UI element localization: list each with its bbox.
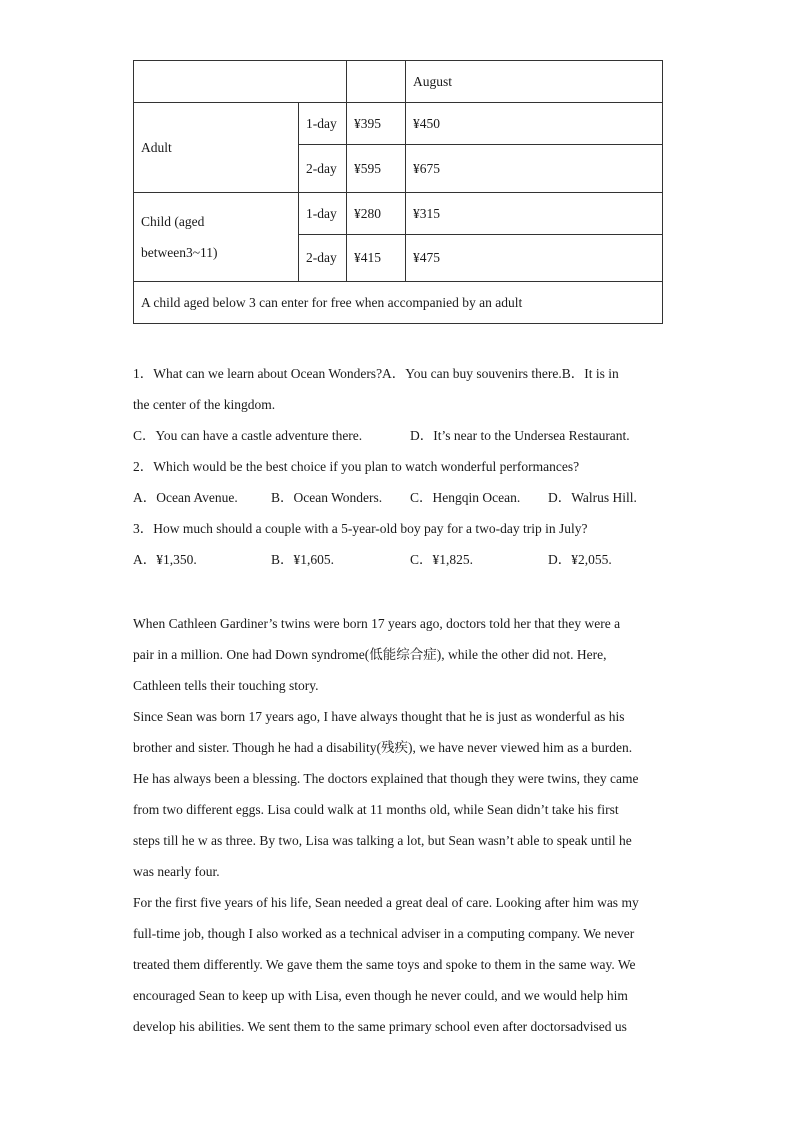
option-d: D．¥2,055. (548, 552, 612, 567)
passage-line: full-time job, though I also worked as a technical adviser in a computing company. We never (133, 926, 635, 941)
header-cell-period (347, 61, 406, 103)
option-c: C．You can have a castle adventure there. (133, 428, 363, 443)
questions-section (133, 358, 673, 575)
option-d: D．Walrus Hill. (548, 490, 637, 505)
price-cell: ¥395 (347, 103, 406, 145)
price-cell-august: ¥315 (406, 193, 663, 235)
table-row (134, 103, 663, 145)
child-label-line1: Child (aged (141, 214, 205, 229)
adult-label-cell: Adult (134, 103, 299, 193)
passage-line: Since Sean was born 17 years ago, I have always thought that he is just as wonderful as his (133, 709, 625, 724)
passage-line: encouraged Sean to keep up with Lisa, even though he never could, and we would help him (133, 988, 628, 1003)
option-b: B．¥1,605. (271, 552, 335, 567)
duration-cell: 2-day (299, 145, 347, 193)
question-2: 2．Which would be the best choice if you plan to watch wonderful performances? (133, 459, 580, 474)
passage-line: For the first five years of his life, Sean needed a great deal of care. Looking after him was my (133, 895, 639, 910)
child-label-cell (134, 193, 299, 282)
header-cell-empty (134, 61, 347, 103)
table-header-row (134, 61, 663, 103)
free-entry-note: A child aged below 3 can enter for free when accompanied by an adult (134, 282, 663, 324)
price-cell-august: ¥450 (406, 103, 663, 145)
option-c: C．¥1,825. (410, 552, 474, 567)
reading-passage (133, 608, 673, 1042)
passage-line: He has always been a blessing. The doctors explained that though they were twins, they came (133, 771, 639, 786)
passage-line: from two different eggs. Lisa could walk at 11 months old, while Sean didn’t take his first (133, 802, 619, 817)
price-cell-august: ¥475 (406, 235, 663, 282)
table-row (134, 193, 663, 235)
question-1-options-cd (133, 420, 673, 451)
passage-line: Cathleen tells their touching story. (133, 678, 319, 693)
duration-cell: 2-day (299, 235, 347, 282)
question-3: 3．How much should a couple with a 5-year-old boy pay for a two-day trip in July? (133, 521, 588, 536)
question-2-options (133, 482, 673, 513)
passage-line: was nearly four. (133, 864, 220, 879)
price-cell-august: ¥675 (406, 145, 663, 193)
passage-line: steps till he w as three. By two, Lisa was talking a lot, but Sean wasn’t able to speak until he (133, 833, 632, 848)
question-1: 1．What can we learn about Ocean Wonders?A．You can buy souvenirs there.B．It is in (133, 366, 619, 381)
price-cell: ¥415 (347, 235, 406, 282)
duration-cell: 1-day (299, 193, 347, 235)
passage-line: develop his abilities. We sent them to the same primary school even after doctorsadvised us (133, 1019, 627, 1034)
passage-line: treated them differently. We gave them the same toys and spoke to them in the same way. We (133, 957, 636, 972)
passage-line: brother and sister. Though he had a disability(残疾), we have never viewed him as a burden. (133, 740, 633, 755)
price-cell: ¥280 (347, 193, 406, 235)
ticket-price-table (133, 60, 663, 324)
table-note-row (134, 282, 663, 324)
child-label-line2: between3~11) (141, 245, 218, 260)
option-a: A．¥1,350. (133, 552, 197, 567)
option-b: B．Ocean Wonders. (271, 490, 383, 505)
question-1-continued: the center of the kingdom. (133, 397, 276, 412)
header-cell-august: August (406, 61, 663, 103)
question-3-options (133, 544, 673, 575)
passage-line: When Cathleen Gardiner’s twins were born 17 years ago, doctors told her that they were a (133, 616, 621, 631)
duration-cell: 1-day (299, 103, 347, 145)
option-c: C．Hengqin Ocean. (410, 490, 521, 505)
option-d: D．It’s near to the Undersea Restaurant. (410, 428, 630, 443)
option-a: A．Ocean Avenue. (133, 490, 238, 505)
passage-line: pair in a million. One had Down syndrome(低能综合症), while the other did not. Here, (133, 647, 607, 662)
price-cell: ¥595 (347, 145, 406, 193)
